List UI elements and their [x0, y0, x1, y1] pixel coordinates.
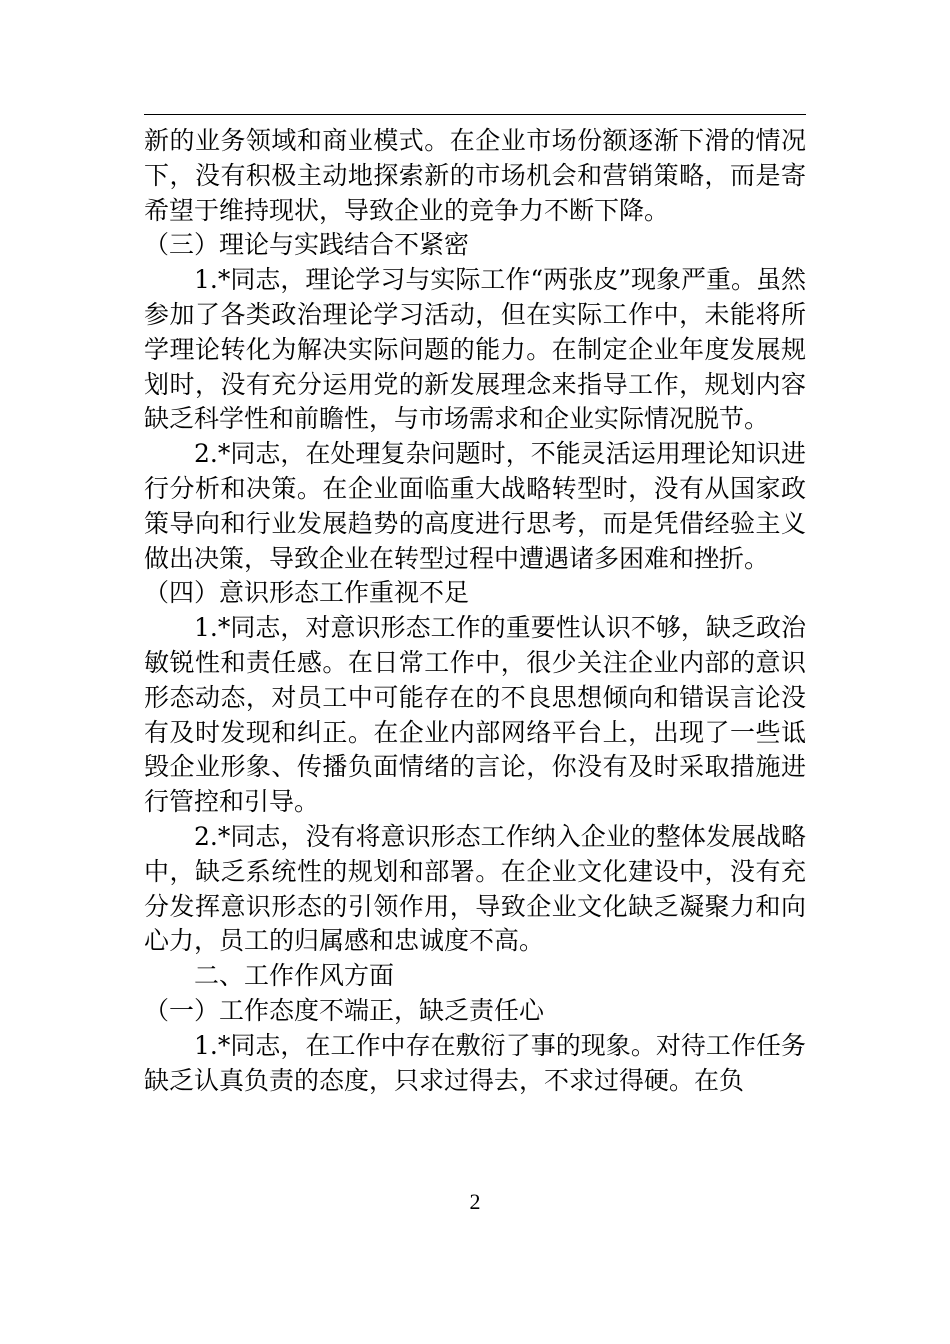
- subheading-theory-practice: （三）理论与实践结合不紧密: [144, 230, 470, 260]
- document-body: [144, 124, 806, 1098]
- page-number: 2: [469, 1189, 481, 1214]
- subheading-work-attitude: （一）工作态度不端正，缺乏责任心: [144, 995, 545, 1025]
- paragraph-ideology-2: 2.*同志，没有将意识形态工作纳入企业的整体发展战略中，缺乏系统性的规划和部署。在企业文化建设中，没有充分发挥意识形态的引领作用，导致企业文化缺乏凝聚力和向心力，员工的归属感和忠诚度不高。: [144, 821, 806, 956]
- heading-work-style: 二、工作作风方面: [194, 961, 395, 991]
- subheading-ideology: （四）意识形态工作重视不足: [144, 578, 470, 608]
- paragraph-theory-2: 2.*同志，在处理复杂问题时，不能灵活运用理论知识进行分析和决策。在企业面临重大战略转型时，没有从国家政策导向和行业发展趋势的高度进行思考，而是凭借经验主义做出决策，导致企业在转型过程中遭遇诸多困难和挫折。: [144, 439, 806, 573]
- paragraph-continued: 新的业务领域和商业模式。在企业市场份额逐渐下滑的情况下，没有积极主动地探索新的市场机会和营销策略，而是寄希望于维持现状，导致企业的竞争力不断下降。: [144, 126, 806, 225]
- paragraph-theory-1: 1.*同志，理论学习与实际工作“两张皮”现象严重。虽然参加了各类政治理论学习活动，但在实际工作中，未能将所学理论转化为解决实际问题的能力。在制定企业年度发展规划时，没有充分运用党的新发展理念来指导工作，规划内容缺乏科学性和前瞻性，与市场需求和企业实际情况脱节。: [144, 265, 806, 434]
- paragraph-work-attitude-1: 1.*同志，在工作中存在敷衍了事的现象。对待工作任务缺乏认真负责的态度，只求过得去，不求过得硬。在负: [144, 1030, 806, 1095]
- header-rule: [144, 114, 806, 115]
- paragraph-ideology-1: 1.*同志，对意识形态工作的重要性认识不够，缺乏政治敏锐性和责任感。在日常工作中，很少关注企业内部的意识形态动态，对员工中可能存在的不良思想倾向和错误言论没有及时发现和纠正。在企业内部网络平台上，出现了一些诋毁企业形象、传播负面情绪的言论，你没有及时采取措施进行管控和引导。: [144, 613, 806, 817]
